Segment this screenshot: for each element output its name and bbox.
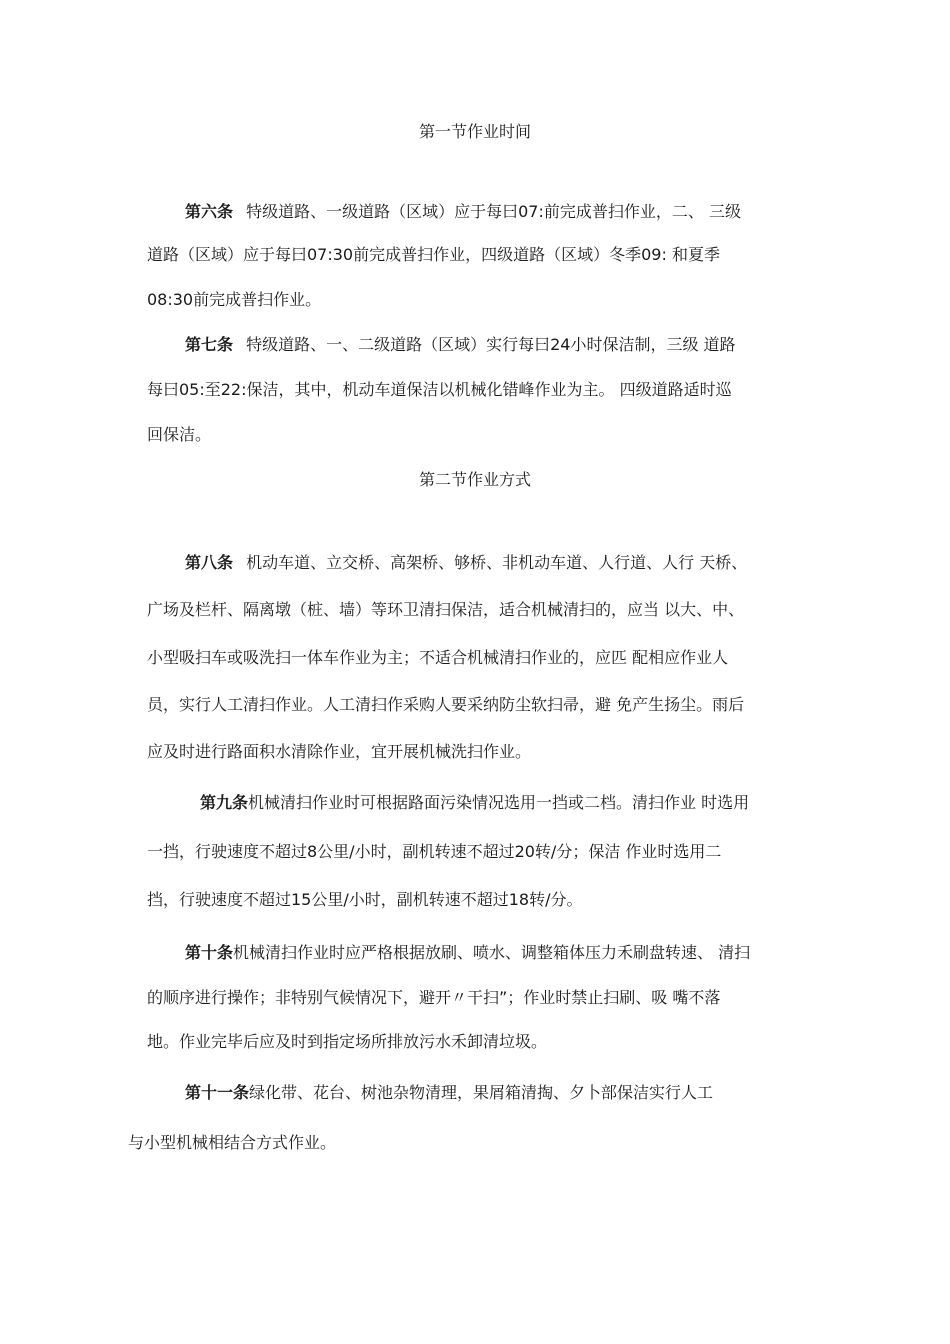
article-11-line-2: 与小型机械相结合方式作业。 <box>128 1133 337 1152</box>
article-9-label: 第九条 <box>200 793 249 812</box>
article-6-line-3: 08:30前完成普扫作业。 <box>147 290 322 309</box>
article-11-line-1: 绿化带、花台、树池杂物清理，果屑箱清掏、夕卜部保洁实行人工 <box>249 1083 714 1102</box>
article-7-label: 第七条 <box>185 335 234 354</box>
section-2-title: 第二节作业方式 <box>418 470 531 489</box>
article-11-label: 第十一条 <box>185 1083 250 1102</box>
article-6-label: 第六条 <box>185 202 234 221</box>
article-10-label: 第十条 <box>185 943 234 962</box>
article-8-line-5: 应及时进行路面积水清除作业，宜开展机械洗扫作业。 <box>147 742 532 761</box>
article-9-line-1: 机械清扫作业时可根据路面污染情况选用一挡或二档。清扫作业 时选用 <box>248 793 750 812</box>
article-9-line-2: 一挡，行驶速度不超过8公里/小时，副机转速不超过20转/分；保洁 作业时选用二 <box>147 842 722 861</box>
article-9-line-3: 挡，行驶速度不超过15公里/小时，副机转速不超过18转/分。 <box>147 890 583 909</box>
article-10-line-1: 机械清扫作业时应严格根据放刷、喷水、调整箱体压力禾刷盘转速、 清扫 <box>233 943 751 962</box>
article-8-line-3: 小型吸扫车或吸洗扫一体车作业为主；不适合机械清扫作业的，应匹 配相应作业人 <box>147 648 729 667</box>
article-8-line-4: 员，实行人工清扫作业。人工清扫作采购人要采纳防尘软扫帚，避 免产生扬尘。雨后 <box>147 695 745 714</box>
article-7-line-3: 回保洁。 <box>147 425 212 444</box>
article-7-line-1: 特级道路、一、二级道路（区域）实行每曰24小时保洁制，三级 道路 <box>246 335 736 354</box>
article-8-line-1: 机动车道、立交桥、高架桥、够桥、非机动车道、人行道、人行 天桥、 <box>246 553 748 572</box>
article-6-line-2: 道路（区域）应于每曰07:30前完成普扫作业，四级道路（区域）冬季09: 和夏季 <box>147 245 720 264</box>
article-7-line-2: 每曰05:至22:保洁，其中，机动车道保洁以机械化错峰作业为主。 四级道路适时巡 <box>147 380 732 399</box>
article-10-line-3: 地。作业完毕后应及时到指定场所排放污水禾卸清垃圾。 <box>147 1032 548 1051</box>
article-8-label: 第八条 <box>185 553 234 572</box>
article-10-line-2: 的顺序进行操作；非特别气候情况下，避开〃干扫”；作业时禁止扫刷、吸 嘴不落 <box>147 988 721 1007</box>
article-8-line-2: 广场及栏杆、隔离墩（桩、墙）等环卫清扫保洁，适合机械清扫的，应当 以大、中、 <box>147 600 745 619</box>
section-1-title: 第一节作业时间 <box>418 122 531 141</box>
article-6-line-1: 特级道路、一级道路（区域）应于每曰07:前完成普扫作业，二、 三级 <box>246 202 741 221</box>
